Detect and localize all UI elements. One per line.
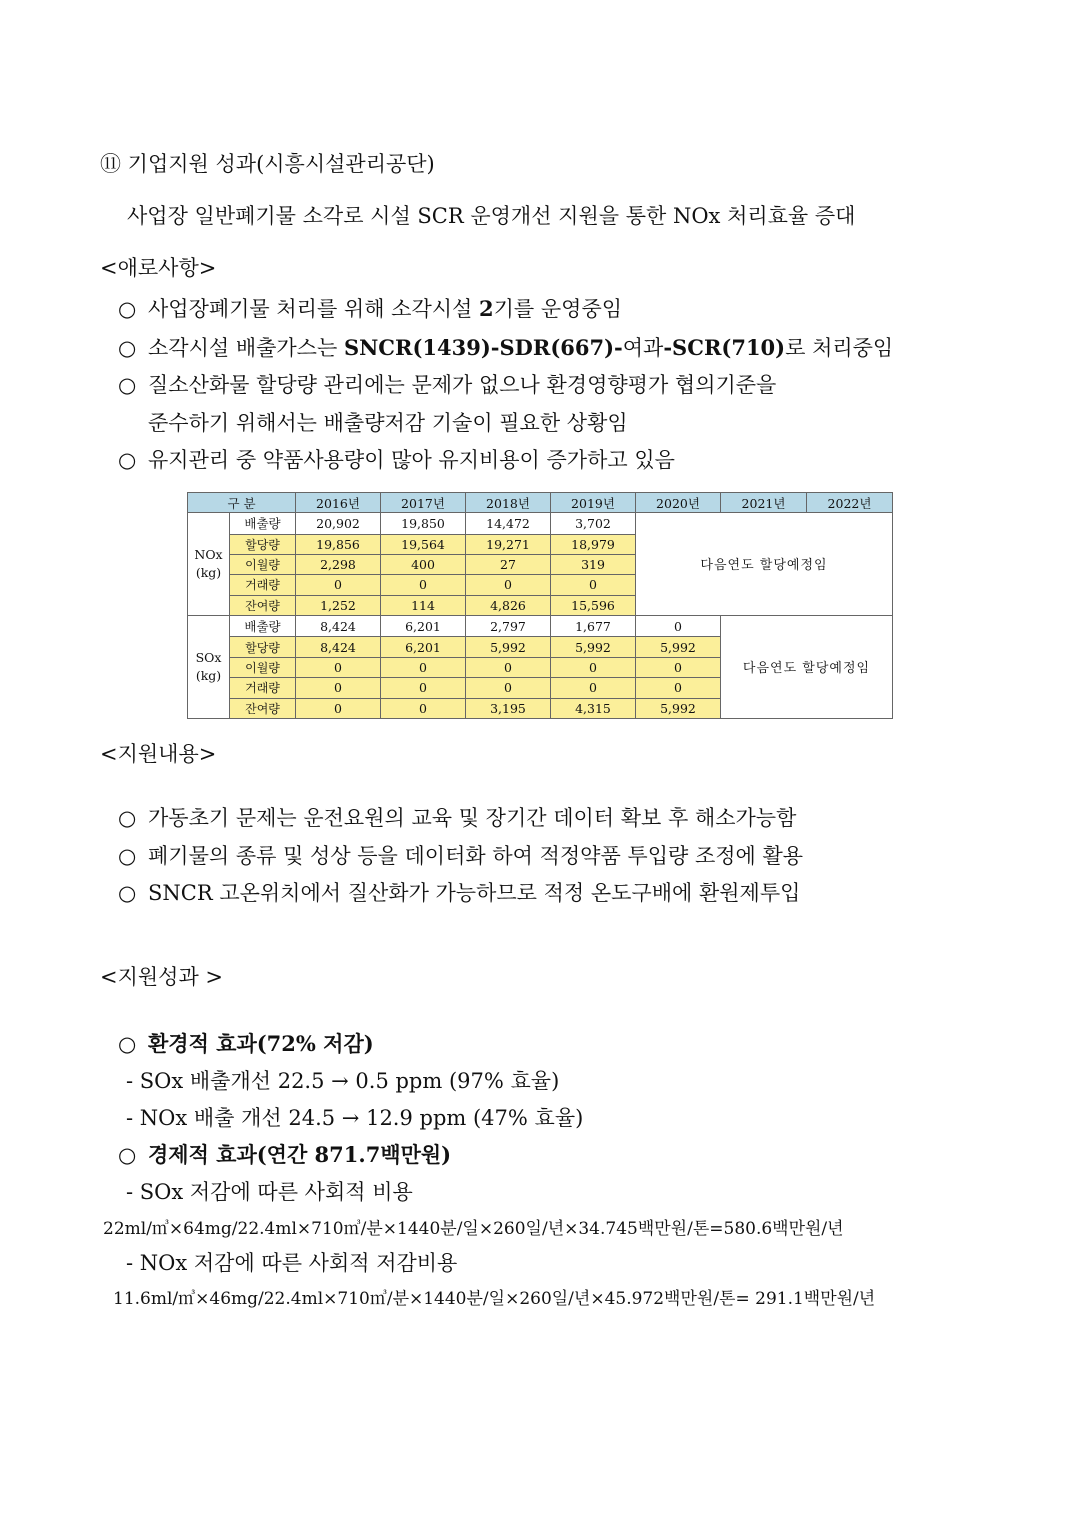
difficulty-item-2: ○ 소각시설 배출가스는 SNCR(1439)-SDR(667)-여과-SCR(710)로 처리중임 xyxy=(118,333,893,363)
table-cell: 0 xyxy=(296,657,381,677)
econ-nox-label: - NOx 저감에 따른 사회적 저감비용 xyxy=(126,1251,458,1275)
sox-note: 다음연도 할당예정임 xyxy=(721,615,893,718)
difficulty-item-1: ○ 사업장폐기물 처리를 위해 소각시설 2기를 운영중임 xyxy=(118,294,622,324)
table-cell: 19,850 xyxy=(381,513,466,535)
table-cell: 0 xyxy=(296,698,381,718)
table-cell: 5,992 xyxy=(636,637,721,657)
row-label: 이월량 xyxy=(230,554,296,574)
emissions-table xyxy=(187,492,893,719)
table-cell: 0 xyxy=(636,678,721,698)
table-cell: 0 xyxy=(466,575,551,595)
row-label: 잔여량 xyxy=(230,698,296,718)
row-label: 할당량 xyxy=(230,637,296,657)
econ-sox-formula: 22ml/㎥×64mg/22.4ml×710㎥/분×1440분/일×260일/년×34.745백만원/톤=580.6백만원/년 xyxy=(103,1219,844,1239)
results-heading: <지원성과 > xyxy=(100,965,224,989)
table-cell: 4,826 xyxy=(466,595,551,615)
header-year: 2022년 xyxy=(807,493,893,513)
table-cell: 8,424 xyxy=(296,615,381,637)
table-cell: 0 xyxy=(551,657,636,677)
table-cell: 0 xyxy=(296,575,381,595)
table-cell: 0 xyxy=(551,575,636,595)
bullet-icon: ○ xyxy=(118,373,137,397)
table-cell: 1,677 xyxy=(551,615,636,637)
difficulty-item-4: ○ 유지관리 중 약품사용량이 많아 유지비용이 증가하고 있음 xyxy=(118,445,675,475)
econ-nox-formula: 11.6ml/㎥×46mg/22.4ml×710㎥/분×1440분/일×260일/년×45.972백만원/톤= 291.1백만원/년 xyxy=(113,1289,876,1309)
table-cell: 400 xyxy=(381,554,466,574)
bullet-icon: ○ xyxy=(118,1143,137,1167)
bullet-icon: ○ xyxy=(118,336,137,360)
row-label: 거래량 xyxy=(230,575,296,595)
table-cell: 8,424 xyxy=(296,637,381,657)
table-cell: 19,564 xyxy=(381,534,466,554)
row-label: 배출량 xyxy=(230,615,296,637)
table-cell: 15,596 xyxy=(551,595,636,615)
row-label: 거래량 xyxy=(230,678,296,698)
table-cell: 18,979 xyxy=(551,534,636,554)
table-header-row xyxy=(188,493,893,513)
support-heading: <지원내용> xyxy=(100,742,217,766)
table-cell: 319 xyxy=(551,554,636,574)
header-year: 2018년 xyxy=(466,493,551,513)
table-cell: 5,992 xyxy=(466,637,551,657)
row-label: 이월량 xyxy=(230,657,296,677)
table-cell: 6,201 xyxy=(381,615,466,637)
table-cell: 14,472 xyxy=(466,513,551,535)
nox-note: 다음연도 할당예정임 xyxy=(636,513,893,616)
table-cell: 0 xyxy=(466,678,551,698)
table-cell: 3,702 xyxy=(551,513,636,535)
table-cell: 2,298 xyxy=(296,554,381,574)
table-cell: 5,992 xyxy=(551,637,636,657)
header-year: 2017년 xyxy=(381,493,466,513)
env-effect-nox: - NOx 배출 개선 24.5 → 12.9 ppm (47% 효율) xyxy=(126,1106,584,1130)
env-effect-sox: - SOx 배출개선 22.5 → 0.5 ppm (97% 효율) xyxy=(126,1069,560,1093)
table-cell: 0 xyxy=(381,575,466,595)
bullet-icon: ○ xyxy=(118,881,137,905)
difficulties-heading: <애로사항> xyxy=(100,256,217,280)
header-category: 구 분 xyxy=(188,493,296,513)
table-cell: 0 xyxy=(636,657,721,677)
bullet-icon: ○ xyxy=(118,844,137,868)
table-cell: 114 xyxy=(381,595,466,615)
bullet-icon: ○ xyxy=(118,806,137,830)
bullet-icon: ○ xyxy=(118,448,137,472)
table-cell: 0 xyxy=(381,698,466,718)
support-item-3: ○ SNCR 고온위치에서 질산화가 가능하므로 적정 온도구배에 환원제투입 xyxy=(118,878,800,908)
econ-effect-title: ○ 경제적 효과(연간 871.7백만원) xyxy=(118,1140,451,1170)
table-cell: 0 xyxy=(381,657,466,677)
row-label: 잔여량 xyxy=(230,595,296,615)
document-subtitle: 사업장 일반폐기물 소각로 시설 SCR 운영개선 지원을 통한 NOx 처리효율 증대 xyxy=(127,204,856,228)
table-row xyxy=(188,513,893,535)
row-label: 배출량 xyxy=(230,513,296,535)
difficulty-item-3-continued: 준수하기 위해서는 배출량저감 기술이 필요한 상황임 xyxy=(148,411,628,435)
header-year: 2016년 xyxy=(296,493,381,513)
table-row xyxy=(188,615,893,637)
table-cell: 19,271 xyxy=(466,534,551,554)
table-cell: 6,201 xyxy=(381,637,466,657)
table-cell: 0 xyxy=(381,678,466,698)
nox-group-label: NOx (kg) xyxy=(188,513,230,616)
table-cell: 0 xyxy=(466,657,551,677)
table-cell: 4,315 xyxy=(551,698,636,718)
row-label: 할당량 xyxy=(230,534,296,554)
table-cell: 1,252 xyxy=(296,595,381,615)
header-year: 2020년 xyxy=(636,493,721,513)
table-cell: 0 xyxy=(296,678,381,698)
table-cell: 5,992 xyxy=(636,698,721,718)
table-cell: 27 xyxy=(466,554,551,574)
header-year: 2021년 xyxy=(721,493,807,513)
table-cell: 0 xyxy=(636,615,721,637)
support-item-1: ○ 가동초기 문제는 운전요원의 교육 및 장기간 데이터 확보 후 해소가능함 xyxy=(118,803,796,833)
table-cell: 0 xyxy=(551,678,636,698)
bullet-icon: ○ xyxy=(118,1032,137,1056)
sox-group-label: SOx (kg) xyxy=(188,615,230,718)
header-year: 2019년 xyxy=(551,493,636,513)
table-cell: 2,797 xyxy=(466,615,551,637)
support-item-2: ○ 폐기물의 종류 및 성상 등을 데이터화 하여 적정약품 투입량 조정에 활용 xyxy=(118,841,803,871)
env-effect-title: ○ 환경적 효과(72% 저감) xyxy=(118,1029,374,1059)
section-title: ⑪ 기업지원 성과(시흥시설관리공단) xyxy=(100,152,435,176)
econ-sox-label: - SOx 저감에 따른 사회적 비용 xyxy=(126,1180,413,1204)
difficulty-item-3: ○ 질소산화물 할당량 관리에는 문제가 없으나 환경영향평가 협의기준을 xyxy=(118,370,776,400)
table-cell: 3,195 xyxy=(466,698,551,718)
table-cell: 19,856 xyxy=(296,534,381,554)
bullet-icon: ○ xyxy=(118,297,137,321)
table-cell: 20,902 xyxy=(296,513,381,535)
